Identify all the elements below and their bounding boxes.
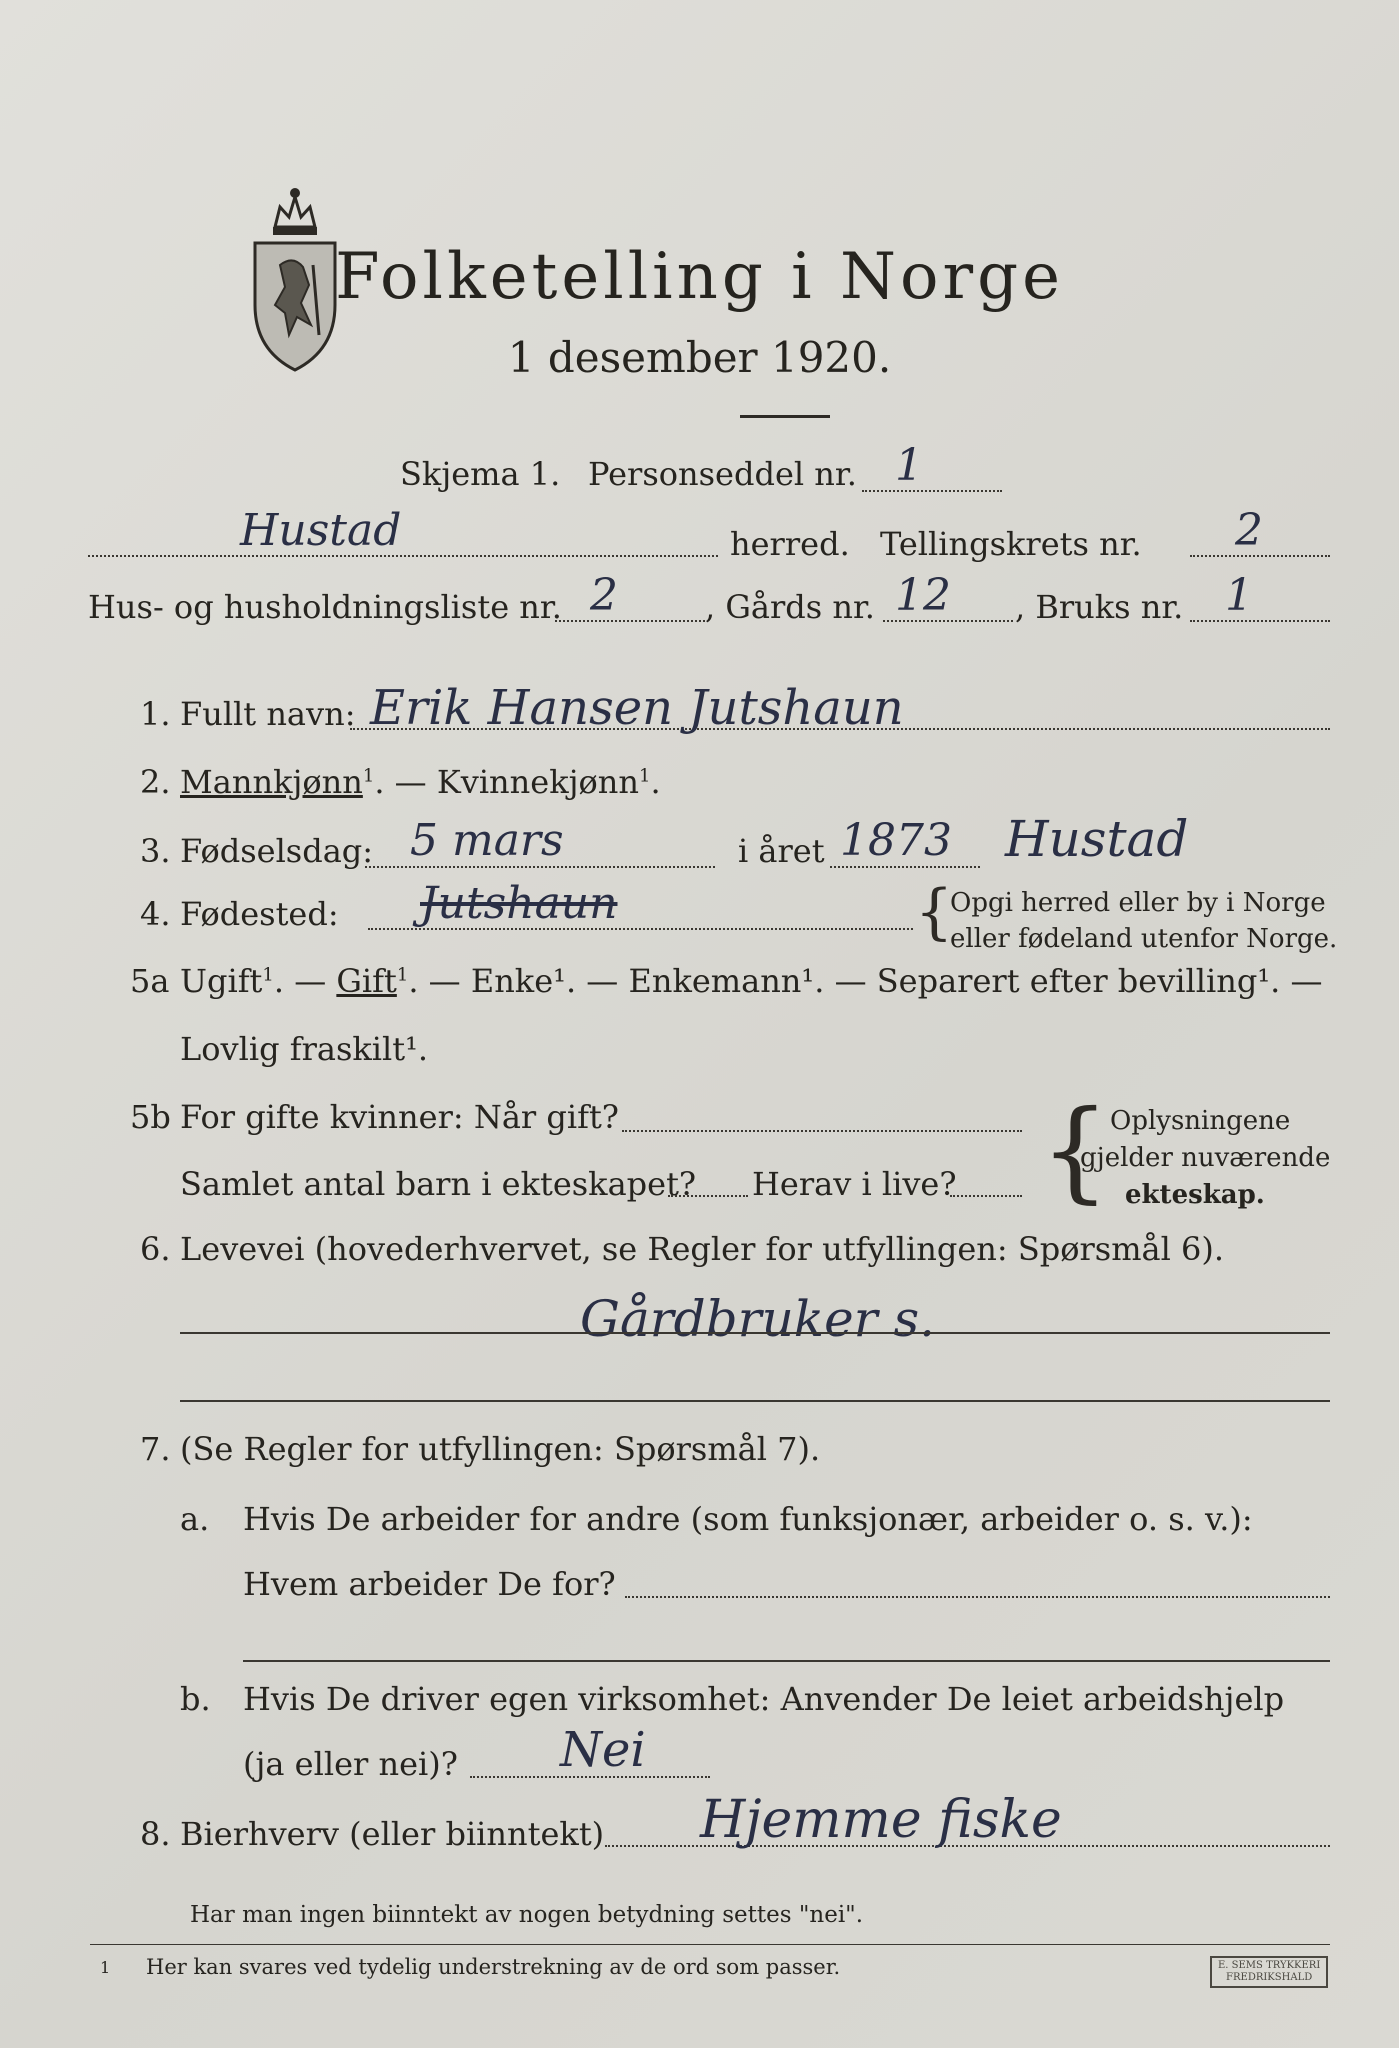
q5b-label1: For gifte kvinner: Når gift? — [180, 1098, 619, 1136]
gards-label: , Gårds nr. — [705, 588, 875, 626]
q5b-note-line3: ekteskap. — [1125, 1180, 1265, 1210]
q7a-number: a. — [180, 1500, 210, 1538]
q4-note-line1: Opgi herred eller by i Norge — [950, 888, 1326, 918]
husliste-label: Hus- og husholdningsliste nr. — [88, 588, 562, 626]
q5b-note-line2: gjelder nuværende — [1080, 1143, 1331, 1173]
q5b-line1 — [622, 1130, 1022, 1132]
form-title: Folketelling i Norge — [335, 240, 1064, 314]
q5b-line2 — [668, 1195, 748, 1197]
q6-line1 — [180, 1332, 1330, 1334]
q1-value[interactable]: Erik Hansen Jutshaun — [370, 680, 904, 736]
gards-value[interactable]: 12 — [895, 570, 951, 621]
q4-number: 4. — [140, 895, 171, 933]
q7b-number: b. — [180, 1680, 211, 1718]
q4-brace: { — [915, 877, 954, 947]
q6-value[interactable]: Gårdbruker s. — [580, 1290, 936, 1348]
q3-day-value[interactable]: 5 mars — [410, 815, 564, 866]
q3-day-line — [365, 866, 715, 868]
q2-mann[interactable]: Mannkjønn — [180, 763, 363, 801]
q7a-answer-line2 — [243, 1660, 1330, 1662]
herred-label: herred. — [730, 525, 850, 563]
q7a-line1: Hvis De arbeider for andre (som funksjonær, arbeider o. s. v.): — [243, 1500, 1253, 1538]
q3-year-line — [830, 866, 980, 868]
q7-label: (Se Regler for utfyllingen: Spørsmål 7). — [180, 1430, 821, 1468]
q2-number: 2. — [140, 763, 171, 801]
q3-year-label: i året — [738, 832, 825, 870]
bruks-line — [1190, 620, 1330, 622]
q5a-gift[interactable]: Gift — [336, 962, 397, 1000]
q4-label: Fødested: — [180, 895, 339, 933]
q5a-options: Ugift$^1$. — Gift$^1$. — Enke¹. — Enkemann¹. — Separert efter bevilling¹. — — [180, 962, 1323, 1000]
bruks-label: , Bruks nr. — [1015, 588, 1184, 626]
herred-line — [88, 555, 718, 557]
footer-note: Har man ingen biinntekt av nogen betydning settes "nei". — [190, 1902, 864, 1928]
q7b-line1: Hvis De driver egen virksomhet: Anvender De leiet arbeidshjelp — [243, 1680, 1285, 1718]
q3-extra-value[interactable]: Hustad — [1005, 810, 1189, 868]
q5b-label3: Herav i live? — [752, 1165, 957, 1203]
q8-label: Bierhverv (eller biinntekt) — [180, 1815, 605, 1853]
q7b-line2: (ja eller nei)? — [243, 1745, 458, 1783]
printer-stamp: E. SEMS TRYKKERI FREDRIKSHALD — [1210, 1956, 1328, 1988]
q4-value[interactable]: Jutshaun — [420, 878, 618, 929]
q3-number: 3. — [140, 832, 171, 870]
personseddel-line — [862, 490, 1002, 492]
husliste-line — [555, 620, 705, 622]
q5b-brace: { — [1040, 1086, 1110, 1214]
q5a-ugift[interactable]: Ugift — [180, 962, 263, 1000]
form-date: 1 desember 1920. — [507, 333, 892, 382]
q6-label: Levevei (hovederhvervet, se Regler for utfyllingen: Spørsmål 6). — [180, 1230, 1225, 1268]
husliste-value[interactable]: 2 — [590, 570, 618, 621]
footnote-mark: 1 — [100, 1958, 111, 1977]
herred-value[interactable]: Hustad — [240, 505, 402, 556]
personseddel-value[interactable]: 1 — [895, 440, 923, 491]
q1-label: Fullt navn: — [180, 695, 356, 733]
q3-label: Fødselsdag: — [180, 832, 374, 870]
tellingskrets-value[interactable]: 2 — [1235, 505, 1263, 556]
q4-note-line2: eller fødeland utenfor Norge. — [950, 924, 1338, 954]
q5a-line2: Lovlig fraskilt¹. — [180, 1030, 429, 1068]
tellingskrets-label: Tellingskrets nr. — [880, 525, 1142, 563]
q8-number: 8. — [140, 1815, 171, 1853]
q8-value[interactable]: Hjemme fiske — [700, 1790, 1062, 1850]
personseddel-label: Personseddel nr. — [588, 455, 857, 493]
q5a-number: 5a — [130, 962, 170, 1000]
skjema-label: Skjema 1. — [400, 455, 561, 493]
q7a-answer-line1 — [625, 1596, 1330, 1598]
q2-kvinne[interactable]: Kvinnekjønn — [436, 763, 639, 801]
q5b-number: 5b — [130, 1098, 171, 1136]
divider — [740, 415, 830, 418]
q7a-line2: Hvem arbeider De for? — [243, 1565, 616, 1603]
q3-year-value[interactable]: 1873 — [840, 815, 952, 866]
q2-options: Mannkjønn$^1$. — Kvinnekjønn$^1$. — [180, 763, 661, 801]
footer-rule — [90, 1944, 1330, 1945]
q1-number: 1. — [140, 695, 171, 733]
q7-number: 7. — [140, 1430, 171, 1468]
q5b-label2: Samlet antal barn i ekteskapet? — [180, 1165, 697, 1203]
q5b-note-line1: Oplysningene — [1110, 1106, 1291, 1136]
q5b-line3 — [950, 1195, 1022, 1197]
q6-line2 — [180, 1400, 1330, 1402]
footnote-text: Her kan svares ved tydelig understrekning av de ord som passer. — [146, 1955, 841, 1979]
bruks-value[interactable]: 1 — [1225, 570, 1253, 621]
q6-number: 6. — [140, 1230, 171, 1268]
q7b-value[interactable]: Nei — [560, 1722, 646, 1778]
